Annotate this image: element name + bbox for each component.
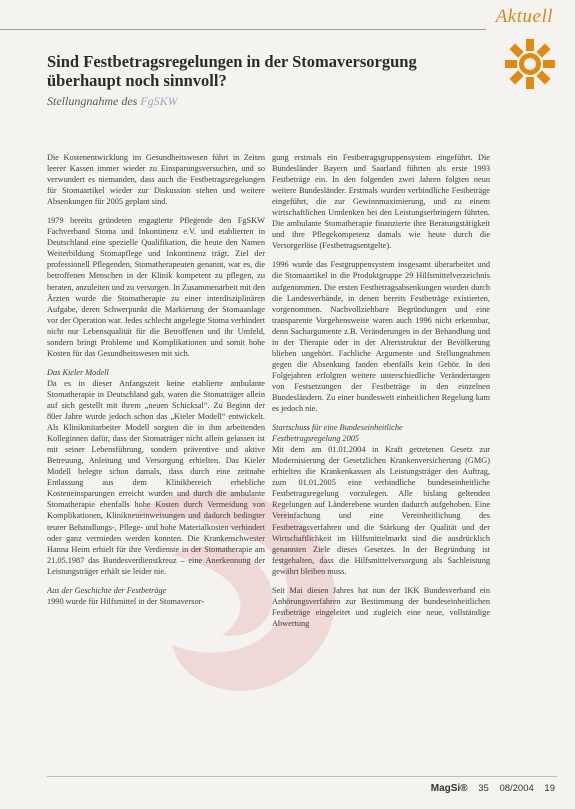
subheading: Aus der Geschichte der Festbeträge <box>47 585 167 595</box>
sun-icon <box>502 36 558 92</box>
paragraph: 1979 bereits gründeten engagierte Pflegende den FgSKW Fachverband Stoma und Inkontinenz e.V. und etablierten in Deutschland eine spezielle Qualifikation, die heute den Namen Weiterbildung Stomapflege und Inkontinenz trägt. Ziel der professionell Pflegenden, Stomatherapeuten genannt, war es, die betroffenen Menschen in der Klinik kompetent zu pflegen, zu beraten, anzuleiten und zu versorgen. In Zusammenarbeit mit den Ärzten wurde die Stomatherapie zu einer interdisziplinären Aufgabe, deren Schwerpunkt die Markierung der Stomaanlage vor der Operation war. Jedes schlecht angelegte Stoma verhindert nicht nur Lebensqualität für die Betroffenen und ihr Umfeld, sondern bringt Probleme und Komplikationen und somit hohe Kosten für das Gesundheitswesen mit sich. <box>47 216 265 358</box>
top-header-bar <box>0 0 575 32</box>
subheading: Festbetragsregelung 2005 <box>272 434 360 444</box>
paragraph: Die Kostenentwicklung im Gesundheitswesen führt in Zeiten leerer Kassen immer wieder zu Einsparungsversuchen, und so verwundert es niemanden, dass auch die Festbetragsregelungen für Stomaartikel wieder zur Diskussion stehen und weitere Absenkungen für 2005 geplant sind. <box>47 153 265 207</box>
page-number: 19 <box>544 783 555 794</box>
subline-prefix: Stellungnahme des <box>47 94 141 108</box>
issue-number: 35 <box>478 783 489 794</box>
subheading: Startschuss für eine Bundeseinheitliche <box>272 423 403 433</box>
subheading: Das Kieler Modell <box>47 367 109 377</box>
paragraph: Da es in dieser Anfangszeit keine etablierte ambulante Stomatherapie in Deutschland gab, waren die Stomaträger allein auf sich gestellt mit ihrem „neuen Schicksal“. Zu Beginn der 80er Jahre wurde jedoch schon das „Kieler Modell“ entwickelt. Als Klinikmitarbeiter Modell sorgten die in ihm arbeitenden Kolleginnen dafür, dass der Stomaträger nicht allein gelassen ist mit seiner Lebensführung, sondern präventive und aktive Betreuung, Anleitung und Versorgung erhielten. Das Kieler Modell belegte schon damals, dass durch eine zeitnahe Entlassung aus dem Klinikbereich erhebliche Kosteneinsparungen erreicht wurden und durch die ambulante Stomatherapie ebenfalls hohe Kosten durch Vermeidung von Komplikationen, Klinikneueinweisungen und dadurch bedingter teurer Behandlungs-, Pflege- und hohe Materialkosten verhindert oder ganz vermieden werden konnten. Die Krankenschwester Hanna Heim erhielt für ihre Verdienste in der Stomatherapie am 21.05.1987 das Bundesverdienstkreuz – eine Anerkennung der Leistungsträger erhält sie leider nie. <box>47 378 265 576</box>
footer-rule <box>47 776 557 777</box>
magazine-brand: MagSi® <box>430 783 468 794</box>
column-right <box>272 152 490 637</box>
paragraph: 1996 wurde das Festgruppensystem insgesamt überarbeitet und die Stomaartikel in die Produktgruppe 29 Hilfsmittelverzeichnis aufgenommen. Die ersten Festbetragsabsenkungen wurden durch die Landesverbände, in denen bereits Festbeträge existierten, vorgenommen. Nachvollziehbare Begründungen und eine transparente Vorgehensweise waren auch 1996 nicht erkennbar, denn Sachargumente z.B. Veränderungen in der Behandlung und in der Therapie oder in der Altersstruktur der Bevölkerung blieben ungehört. Fachliche Argumente und Stellungnahmen gegen die Absenkung fanden ebenfalls kein Gehör. In den Folgejahren erfolgten weitere unterschiedliche Veränderungen von Festsetzungen der Festbeträge in den einzelnen Bundesländern. Zu einer bundesweit einheitlichen Regelung kam es jedoch nie. <box>272 260 490 414</box>
paragraph: 1990 wurde für Hilfsmittel in der Stomaversor- <box>47 596 204 606</box>
header-rule <box>0 29 486 30</box>
page-footer <box>423 783 555 794</box>
column-left <box>47 152 265 615</box>
paragraph: gung erstmals ein Festbetragsgruppensystem eingeführt. Die Bundesländer Bayern und Saarland führten als erste 1993 Festbeträge ein. In den folgenden zwei Jahren folgten neun weitere Bundesländer. Erstmals wurden verbindliche Festbeträge eingeführt, die zur Gewinnmaximierung, und zu einem wirtschaftlichen Umdenken bei den Leistungserbringern führten. Die ambulante Stomatherapie finanzierte ihre Beratungstätigkeit und ihre Pflegekompetenz damals wie heute durch die Versorgerlöse (Festbetragsentgelte). <box>272 153 490 251</box>
article-subline <box>47 94 178 109</box>
issue-date: 08/2004 <box>499 783 534 794</box>
article-headline: Sind Festbetragsregelungen in der Stomaversorgung überhaupt noch sinnvoll? <box>47 52 417 90</box>
section-rubric: Aktuell <box>495 6 553 27</box>
paragraph: Seit Mai diesen Jahres hat nun der IKK Bundesverband ein Anhörungsverfahren zur Bestimmung der bundeseinheitlichen Festbeträge eingeleitet und zugleich eine neue, vollständige Abwertung <box>272 585 490 628</box>
subline-org: FgSKW <box>140 94 178 108</box>
paragraph: Mit dem am 01.01.2004 in Kraft getretenen Gesetz zur Modernisierung der Gesetzlichen Krankenversicherung (GMG) erhielten die Krankenkassen als Leistungsträger den Auftrag, zum 01.01.2005 eine verbindliche bundeseinheitliche Festbetragsregelung vorzulegen. Alle bislang geltenden Regelungen auf Länderebene wurden dadurch aufgehoben. Eine Vereinfachung und eine Vereinheitlichung des Festbetragsverfahren und die Stärkung der Qualität und der Wirtschaftlichkeit im Hilfsmittelmarkt sind die ausdrücklich genannten Ziele dieses Gesetzes. In der Begründung ist festgehalten, dass die Hilfsmittelversorgung als Sachleistung gewährt bleiben muss. <box>272 445 490 576</box>
